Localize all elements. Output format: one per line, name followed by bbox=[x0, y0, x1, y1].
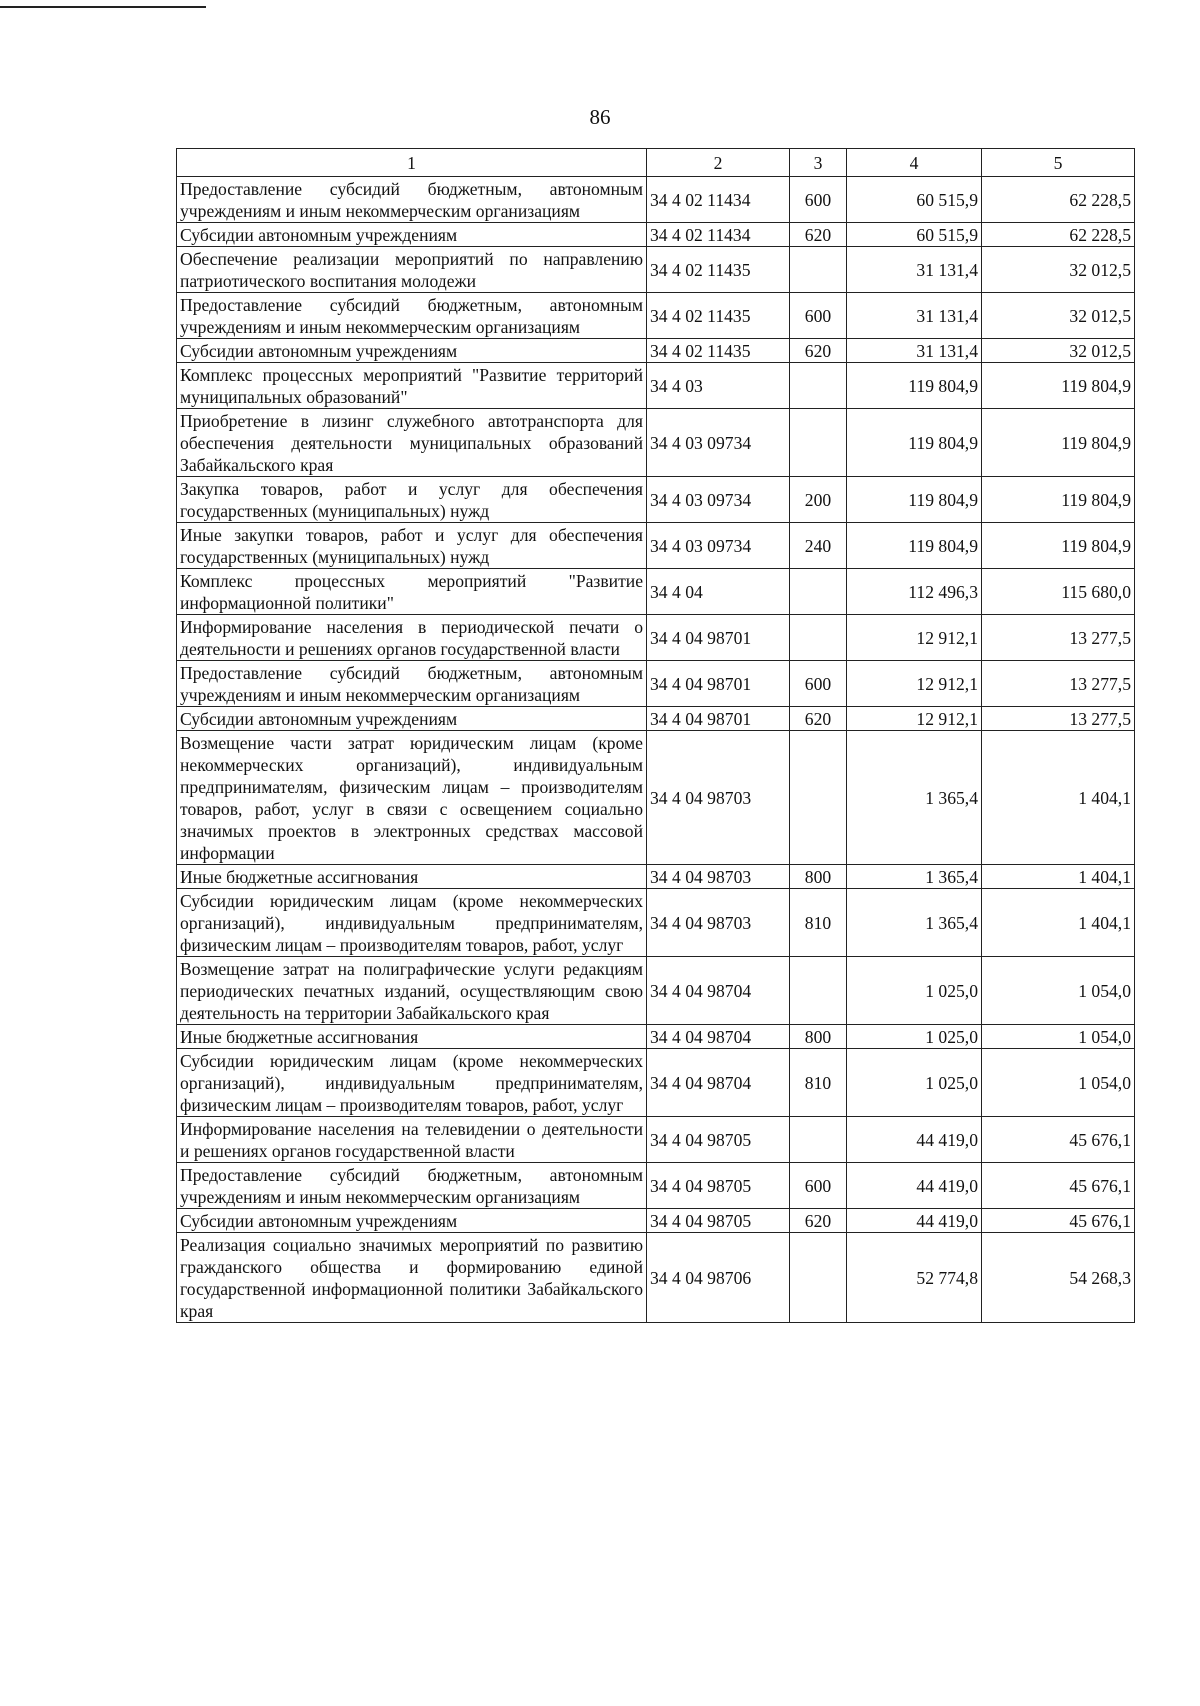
row-expense-type: 240 bbox=[790, 523, 847, 569]
row-amount-year-1: 31 131,4 bbox=[847, 293, 982, 339]
row-code: 34 4 04 98703 bbox=[647, 889, 790, 957]
table-row bbox=[177, 409, 1135, 477]
row-code: 34 4 04 98705 bbox=[647, 1163, 790, 1209]
row-amount-year-2: 119 804,9 bbox=[982, 477, 1135, 523]
row-amount-year-1: 12 912,1 bbox=[847, 707, 982, 731]
row-name: Информирование населения на телевидении о деятельности и решениях органов государственной власти bbox=[177, 1117, 647, 1163]
row-name: Предоставление субсидий бюджетным, автономным учреждениям и иным некоммерческим организациям bbox=[177, 293, 647, 339]
row-expense-type bbox=[790, 1117, 847, 1163]
table-row bbox=[177, 957, 1135, 1025]
row-name: Иные бюджетные ассигнования bbox=[177, 865, 647, 889]
row-name: Субсидии юридическим лицам (кроме некоммерческих организаций), индивидуальным предпринимателям, физическим лицам – производителям товаров, работ, услуг bbox=[177, 1049, 647, 1117]
row-amount-year-1: 44 419,0 bbox=[847, 1163, 982, 1209]
header-row bbox=[177, 149, 1135, 177]
row-expense-type: 600 bbox=[790, 1163, 847, 1209]
table-row bbox=[177, 1025, 1135, 1049]
row-code: 34 4 04 98703 bbox=[647, 865, 790, 889]
table-row bbox=[177, 615, 1135, 661]
table-row bbox=[177, 865, 1135, 889]
row-amount-year-2: 1 404,1 bbox=[982, 865, 1135, 889]
table-row bbox=[177, 569, 1135, 615]
column-header: 2 bbox=[647, 149, 790, 177]
row-amount-year-2: 1 054,0 bbox=[982, 957, 1135, 1025]
row-name: Субсидии автономным учреждениям bbox=[177, 223, 647, 247]
row-code: 34 4 02 11434 bbox=[647, 177, 790, 223]
budget-table bbox=[176, 148, 1135, 1323]
row-name: Обеспечение реализации мероприятий по направлению патриотического воспитания молодежи bbox=[177, 247, 647, 293]
row-name: Иные бюджетные ассигнования bbox=[177, 1025, 647, 1049]
column-header: 1 bbox=[177, 149, 647, 177]
row-amount-year-2: 1 404,1 bbox=[982, 731, 1135, 865]
row-name: Субсидии автономным учреждениям bbox=[177, 339, 647, 363]
row-code: 34 4 04 98701 bbox=[647, 615, 790, 661]
row-amount-year-2: 1 404,1 bbox=[982, 889, 1135, 957]
row-name: Комплекс процессных мероприятий "Развитие территорий муниципальных образований" bbox=[177, 363, 647, 409]
row-name: Возмещение затрат на полиграфические услуги редакциям периодических печатных изданий, осуществляющим свою деятельность на территории Забайкальского края bbox=[177, 957, 647, 1025]
row-name: Комплекс процессных мероприятий "Развитие информационной политики" bbox=[177, 569, 647, 615]
row-name: Предоставление субсидий бюджетным, автономным учреждениям и иным некоммерческим организациям bbox=[177, 661, 647, 707]
row-amount-year-2: 119 804,9 bbox=[982, 363, 1135, 409]
row-expense-type: 600 bbox=[790, 177, 847, 223]
table-row bbox=[177, 177, 1135, 223]
row-name: Субсидии юридическим лицам (кроме некоммерческих организаций), индивидуальным предпринимателям, физическим лицам – производителям товаров, работ, услуг bbox=[177, 889, 647, 957]
row-amount-year-2: 13 277,5 bbox=[982, 661, 1135, 707]
row-amount-year-1: 44 419,0 bbox=[847, 1209, 982, 1233]
row-code: 34 4 04 98705 bbox=[647, 1209, 790, 1233]
row-amount-year-1: 1 025,0 bbox=[847, 1025, 982, 1049]
row-name: Информирование населения в периодической печати о деятельности и решениях органов государственной власти bbox=[177, 615, 647, 661]
table-row bbox=[177, 661, 1135, 707]
table-row bbox=[177, 731, 1135, 865]
table-row bbox=[177, 707, 1135, 731]
row-code: 34 4 04 98703 bbox=[647, 731, 790, 865]
row-expense-type: 200 bbox=[790, 477, 847, 523]
row-code: 34 4 03 09734 bbox=[647, 409, 790, 477]
row-amount-year-2: 32 012,5 bbox=[982, 293, 1135, 339]
row-code: 34 4 03 09734 bbox=[647, 477, 790, 523]
row-expense-type bbox=[790, 247, 847, 293]
row-amount-year-1: 119 804,9 bbox=[847, 523, 982, 569]
row-name: Иные закупки товаров, работ и услуг для обеспечения государственных (муниципальных) нужд bbox=[177, 523, 647, 569]
row-amount-year-1: 52 774,8 bbox=[847, 1233, 982, 1323]
row-code: 34 4 02 11435 bbox=[647, 293, 790, 339]
row-expense-type: 620 bbox=[790, 339, 847, 363]
table-row bbox=[177, 1209, 1135, 1233]
table-row bbox=[177, 339, 1135, 363]
table-body bbox=[177, 177, 1135, 1323]
row-expense-type bbox=[790, 615, 847, 661]
table-row bbox=[177, 1163, 1135, 1209]
row-expense-type: 810 bbox=[790, 889, 847, 957]
row-name: Возмещение части затрат юридическим лицам (кроме некоммерческих организаций), индивидуальным предпринимателям, физическим лицам – производителям товаров, работ, услуг в связи с освещением социально значимых проектов в электронных средствах массовой информации bbox=[177, 731, 647, 865]
row-amount-year-2: 32 012,5 bbox=[982, 247, 1135, 293]
row-amount-year-2: 54 268,3 bbox=[982, 1233, 1135, 1323]
row-amount-year-1: 60 515,9 bbox=[847, 177, 982, 223]
page-number: 86 bbox=[589, 105, 611, 129]
row-name: Закупка товаров, работ и услуг для обеспечения государственных (муниципальных) нужд bbox=[177, 477, 647, 523]
row-name: Субсидии автономным учреждениям bbox=[177, 707, 647, 731]
column-header: 3 bbox=[790, 149, 847, 177]
row-code: 34 4 04 98704 bbox=[647, 957, 790, 1025]
row-expense-type bbox=[790, 1233, 847, 1323]
row-amount-year-2: 1 054,0 bbox=[982, 1025, 1135, 1049]
table-row bbox=[177, 293, 1135, 339]
row-amount-year-2: 62 228,5 bbox=[982, 177, 1135, 223]
row-amount-year-1: 119 804,9 bbox=[847, 477, 982, 523]
row-code: 34 4 04 98705 bbox=[647, 1117, 790, 1163]
row-expense-type: 620 bbox=[790, 1209, 847, 1233]
row-expense-type: 600 bbox=[790, 661, 847, 707]
row-expense-type bbox=[790, 363, 847, 409]
row-amount-year-2: 45 676,1 bbox=[982, 1209, 1135, 1233]
row-amount-year-1: 12 912,1 bbox=[847, 615, 982, 661]
row-expense-type bbox=[790, 731, 847, 865]
row-amount-year-1: 1 025,0 bbox=[847, 957, 982, 1025]
row-amount-year-1: 44 419,0 bbox=[847, 1117, 982, 1163]
row-amount-year-1: 31 131,4 bbox=[847, 247, 982, 293]
row-expense-type: 810 bbox=[790, 1049, 847, 1117]
row-code: 34 4 03 bbox=[647, 363, 790, 409]
row-code: 34 4 04 98704 bbox=[647, 1049, 790, 1117]
table-row bbox=[177, 247, 1135, 293]
row-amount-year-2: 119 804,9 bbox=[982, 409, 1135, 477]
table-row bbox=[177, 1049, 1135, 1117]
row-expense-type: 800 bbox=[790, 1025, 847, 1049]
row-amount-year-2: 62 228,5 bbox=[982, 223, 1135, 247]
column-header: 4 bbox=[847, 149, 982, 177]
row-code: 34 4 02 11435 bbox=[647, 247, 790, 293]
row-code: 34 4 04 bbox=[647, 569, 790, 615]
row-amount-year-2: 13 277,5 bbox=[982, 615, 1135, 661]
row-amount-year-2: 32 012,5 bbox=[982, 339, 1135, 363]
table-row bbox=[177, 523, 1135, 569]
row-name: Реализация социально значимых мероприятий по развитию гражданского общества и формированию единой государственной информационной политики Забайкальского края bbox=[177, 1233, 647, 1323]
row-amount-year-1: 1 365,4 bbox=[847, 889, 982, 957]
row-name: Предоставление субсидий бюджетным, автономным учреждениям и иным некоммерческим организациям bbox=[177, 1163, 647, 1209]
table-row bbox=[177, 363, 1135, 409]
row-amount-year-1: 1 365,4 bbox=[847, 865, 982, 889]
row-amount-year-2: 45 676,1 bbox=[982, 1117, 1135, 1163]
row-name: Приобретение в лизинг служебного автотранспорта для обеспечения деятельности муниципальных образований Забайкальского края bbox=[177, 409, 647, 477]
table-row bbox=[177, 223, 1135, 247]
row-amount-year-1: 12 912,1 bbox=[847, 661, 982, 707]
table-row bbox=[177, 1233, 1135, 1323]
row-code: 34 4 02 11434 bbox=[647, 223, 790, 247]
row-expense-type: 800 bbox=[790, 865, 847, 889]
row-amount-year-1: 60 515,9 bbox=[847, 223, 982, 247]
row-expense-type bbox=[790, 569, 847, 615]
row-amount-year-1: 112 496,3 bbox=[847, 569, 982, 615]
row-expense-type bbox=[790, 957, 847, 1025]
row-code: 34 4 02 11435 bbox=[647, 339, 790, 363]
row-expense-type bbox=[790, 409, 847, 477]
row-amount-year-1: 119 804,9 bbox=[847, 363, 982, 409]
table-row bbox=[177, 889, 1135, 957]
row-name: Предоставление субсидий бюджетным, автономным учреждениям и иным некоммерческим организациям bbox=[177, 177, 647, 223]
row-code: 34 4 04 98704 bbox=[647, 1025, 790, 1049]
row-amount-year-2: 119 804,9 bbox=[982, 523, 1135, 569]
row-expense-type: 620 bbox=[790, 223, 847, 247]
row-code: 34 4 04 98701 bbox=[647, 707, 790, 731]
row-amount-year-1: 1 025,0 bbox=[847, 1049, 982, 1117]
top-rule bbox=[0, 6, 206, 8]
row-code: 34 4 03 09734 bbox=[647, 523, 790, 569]
row-amount-year-1: 1 365,4 bbox=[847, 731, 982, 865]
table-row bbox=[177, 477, 1135, 523]
row-expense-type: 600 bbox=[790, 293, 847, 339]
row-amount-year-2: 45 676,1 bbox=[982, 1163, 1135, 1209]
row-code: 34 4 04 98706 bbox=[647, 1233, 790, 1323]
row-amount-year-1: 119 804,9 bbox=[847, 409, 982, 477]
row-amount-year-2: 13 277,5 bbox=[982, 707, 1135, 731]
table-row bbox=[177, 1117, 1135, 1163]
row-expense-type: 620 bbox=[790, 707, 847, 731]
row-amount-year-1: 31 131,4 bbox=[847, 339, 982, 363]
row-amount-year-2: 115 680,0 bbox=[982, 569, 1135, 615]
row-code: 34 4 04 98701 bbox=[647, 661, 790, 707]
row-name: Субсидии автономным учреждениям bbox=[177, 1209, 647, 1233]
column-header: 5 bbox=[982, 149, 1135, 177]
row-amount-year-2: 1 054,0 bbox=[982, 1049, 1135, 1117]
